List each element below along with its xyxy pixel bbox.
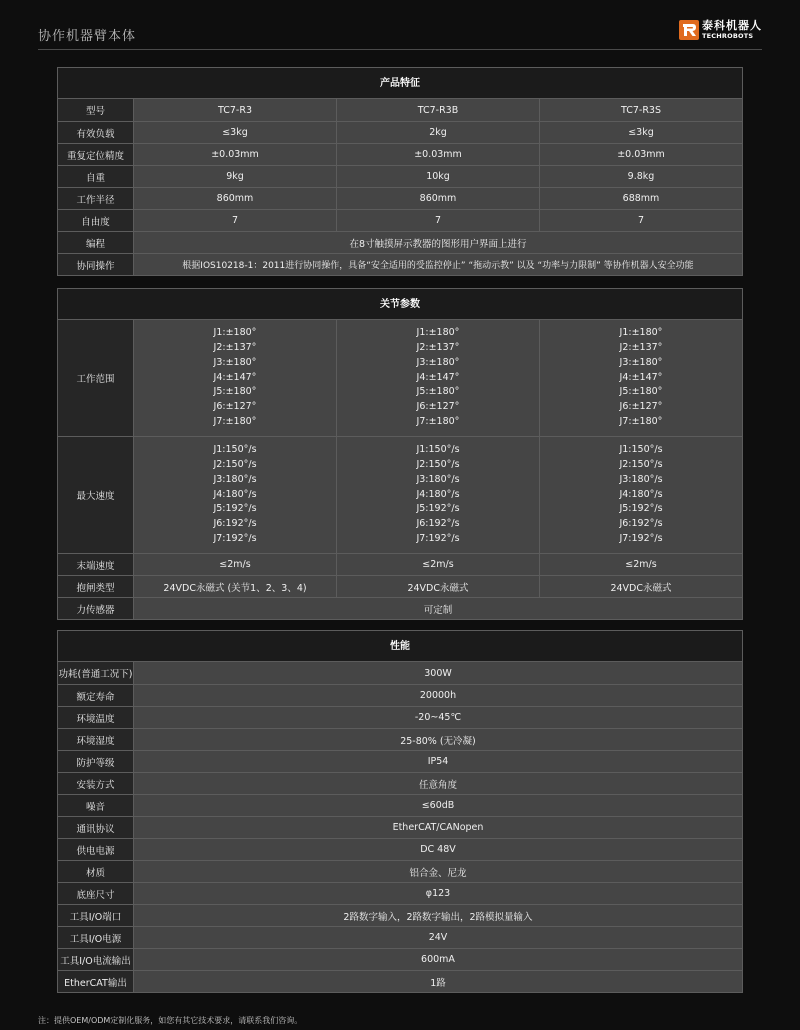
row-label: 功耗(普通工况下) — [58, 662, 134, 684]
cell: ≤2m/s — [134, 554, 337, 575]
list-item: J7:±180° — [416, 415, 460, 427]
row-label: 型号 — [58, 99, 134, 121]
row-label: 有效负载 — [58, 122, 134, 143]
list-item: J5:192°/s — [213, 503, 257, 515]
cell: 2路数字输入，2路数字输出，2路模拟量输入 — [134, 905, 742, 926]
table-row — [58, 436, 742, 553]
table-row — [58, 320, 742, 436]
row-label: EtherCAT输出 — [58, 971, 134, 992]
product-features-section — [57, 67, 743, 276]
list-item: J4:180°/s — [416, 488, 460, 500]
brand-name-en: TECHROBOTS — [702, 32, 754, 41]
table-row — [58, 209, 742, 231]
row-label: 协同操作 — [58, 254, 134, 275]
list-item: J6:192°/s — [619, 518, 663, 530]
row-label: 末端速度 — [58, 554, 134, 575]
list-item: J2:150°/s — [213, 459, 257, 470]
list-item: J3:±180° — [416, 356, 460, 368]
table-row — [58, 231, 742, 253]
cell: 860mm — [337, 188, 540, 209]
table-row — [58, 597, 742, 619]
cell: ≤60dB — [134, 795, 742, 816]
cell: 24V — [134, 927, 742, 948]
row-label: 工作半径 — [58, 188, 134, 209]
table-row — [58, 904, 742, 926]
list-item: J5:±180° — [619, 386, 663, 398]
joint-range-list — [134, 320, 337, 436]
list-item: J1:±180° — [619, 327, 663, 339]
row-label: 噪音 — [58, 795, 134, 816]
brand — [679, 20, 762, 40]
table-row — [58, 860, 742, 882]
cell: 任意角度 — [134, 773, 742, 794]
table-row — [58, 728, 742, 750]
list-item: J5:±180° — [213, 386, 257, 398]
cell: 600mA — [134, 949, 742, 970]
brand-name-cn: 泰科机器人 — [702, 19, 762, 33]
table-row — [58, 553, 742, 575]
list-item: J6:192°/s — [416, 518, 460, 530]
list-item: J7:±180° — [619, 415, 663, 427]
table-row — [58, 143, 742, 165]
performance-section — [57, 630, 743, 993]
list-item: J3:180°/s — [416, 473, 460, 485]
cell: 9.8kg — [540, 166, 742, 187]
list-item: J7:192°/s — [619, 532, 663, 544]
list-item: J7:192°/s — [416, 532, 460, 544]
row-label: 工具I/O电源 — [58, 927, 134, 948]
table-row — [58, 706, 742, 728]
cell: 2kg — [337, 122, 540, 143]
cell: TC7-R3B — [337, 99, 540, 121]
cell: TC7-R3 — [134, 99, 337, 121]
page-title: 协作机器臂本体 — [38, 29, 137, 44]
list-item: J4:±147° — [619, 371, 663, 383]
cell: 可定制 — [134, 598, 742, 619]
cell: 7 — [540, 210, 742, 231]
cell: 25-80% (无冷凝) — [134, 729, 742, 750]
cell: 根据IOS10218-1：2011进行协同操作，具备“安全适用的受监控停止” “拖动示教” 以及 “功率与力限制” 等协作机器人安全功能 — [134, 254, 742, 275]
list-item: J7:192°/s — [213, 532, 257, 544]
row-label: 抱闸类型 — [58, 576, 134, 597]
cell: 24VDC永磁式 — [337, 576, 540, 597]
cell: ±0.03mm — [337, 144, 540, 165]
row-label: 安装方式 — [58, 773, 134, 794]
joint-speed-list — [134, 437, 337, 553]
cell: 7 — [337, 210, 540, 231]
table-row — [58, 794, 742, 816]
joint-params-section — [57, 288, 743, 620]
table-row — [58, 253, 742, 275]
cell: 7 — [134, 210, 337, 231]
cell: DC 48V — [134, 839, 742, 860]
list-item: J2:±137° — [213, 342, 257, 353]
row-label: 环境温度 — [58, 707, 134, 728]
row-label: 力传感器 — [58, 598, 134, 619]
row-label: 环境湿度 — [58, 729, 134, 750]
joint-speed-list — [540, 437, 742, 553]
section-title: 关节参数 — [58, 289, 742, 320]
section-title: 性能 — [58, 631, 742, 662]
joint-speed-list — [337, 437, 540, 553]
list-item: J2:150°/s — [416, 459, 460, 470]
list-item: J6:±127° — [416, 401, 460, 413]
list-item: J4:±147° — [416, 371, 460, 383]
row-label: 编程 — [58, 232, 134, 253]
list-item: J3:180°/s — [213, 473, 257, 485]
joint-range-list — [540, 320, 742, 436]
cell: φ123 — [134, 883, 742, 904]
cell: 300W — [134, 662, 742, 684]
row-label: 额定寿命 — [58, 685, 134, 706]
row-label: 供电电源 — [58, 839, 134, 860]
list-item: J7:±180° — [213, 415, 257, 427]
row-label: 工具I/O端口 — [58, 905, 134, 926]
cell: 20000h — [134, 685, 742, 706]
cell: ≤3kg — [134, 122, 337, 143]
cell: 688mm — [540, 188, 742, 209]
table-row — [58, 816, 742, 838]
section-title: 产品特征 — [58, 68, 742, 99]
cell: ±0.03mm — [134, 144, 337, 165]
list-item: J1:150°/s — [213, 444, 257, 456]
cell: ≤2m/s — [540, 554, 742, 575]
table-row — [58, 575, 742, 597]
table-row — [58, 662, 742, 684]
cell: -20~45℃ — [134, 707, 742, 728]
table-row — [58, 165, 742, 187]
list-item: J4:180°/s — [213, 488, 257, 500]
table-row — [58, 838, 742, 860]
row-label: 防护等级 — [58, 751, 134, 772]
list-item: J1:±180° — [416, 327, 460, 339]
list-item: J2:±137° — [416, 342, 460, 353]
table-row — [58, 750, 742, 772]
table-row — [58, 187, 742, 209]
row-label: 自重 — [58, 166, 134, 187]
list-item: J1:150°/s — [416, 444, 460, 456]
cell: TC7-R3S — [540, 99, 742, 121]
list-item: J5:±180° — [416, 386, 460, 398]
row-label: 材质 — [58, 861, 134, 882]
cell: 10kg — [337, 166, 540, 187]
cell: IP54 — [134, 751, 742, 772]
cell: 860mm — [134, 188, 337, 209]
row-label: 工具I/O电流输出 — [58, 949, 134, 970]
row-label: 自由度 — [58, 210, 134, 231]
cell: 24VDC永磁式 (关节1、2、3、4) — [134, 576, 337, 597]
joint-range-list — [337, 320, 540, 436]
list-item: J3:180°/s — [619, 473, 663, 485]
list-item: J1:±180° — [213, 327, 257, 339]
cell: 铝合金、尼龙 — [134, 861, 742, 882]
table-row — [58, 684, 742, 706]
table-row — [58, 99, 742, 121]
cell: 1路 — [134, 971, 742, 992]
list-item: J6:±127° — [619, 401, 663, 413]
header-divider — [38, 49, 762, 50]
table-row — [58, 970, 742, 992]
table-row — [58, 121, 742, 143]
cell: 24VDC永磁式 — [540, 576, 742, 597]
cell: 9kg — [134, 166, 337, 187]
table-row — [58, 948, 742, 970]
cell: ≤2m/s — [337, 554, 540, 575]
row-label: 通讯协议 — [58, 817, 134, 838]
list-item: J3:±180° — [619, 356, 663, 368]
list-item: J4:180°/s — [619, 488, 663, 500]
row-label: 底座尺寸 — [58, 883, 134, 904]
brand-logo-icon — [679, 20, 699, 40]
list-item: J5:192°/s — [619, 503, 663, 515]
list-item: J6:±127° — [213, 401, 257, 413]
list-item: J2:±137° — [619, 342, 663, 353]
table-row — [58, 882, 742, 904]
table-row — [58, 926, 742, 948]
cell: ±0.03mm — [540, 144, 742, 165]
table-row — [58, 772, 742, 794]
row-label: 重复定位精度 — [58, 144, 134, 165]
cell: ≤3kg — [540, 122, 742, 143]
list-item: J6:192°/s — [213, 518, 257, 530]
cell: EtherCAT/CANopen — [134, 817, 742, 838]
row-label: 工作范围 — [58, 320, 134, 436]
list-item: J3:±180° — [213, 356, 257, 368]
footnote: 注：提供OEM/ODM定制化服务，如您有其它技术要求，请联系我们咨询。 — [38, 1016, 303, 1025]
row-label: 最大速度 — [58, 437, 134, 553]
list-item: J2:150°/s — [619, 459, 663, 470]
page-header — [0, 0, 800, 50]
list-item: J4:±147° — [213, 371, 257, 383]
list-item: J5:192°/s — [416, 503, 460, 515]
cell: 在8寸触摸屏示教器的图形用户界面上进行 — [134, 232, 742, 253]
list-item: J1:150°/s — [619, 444, 663, 456]
